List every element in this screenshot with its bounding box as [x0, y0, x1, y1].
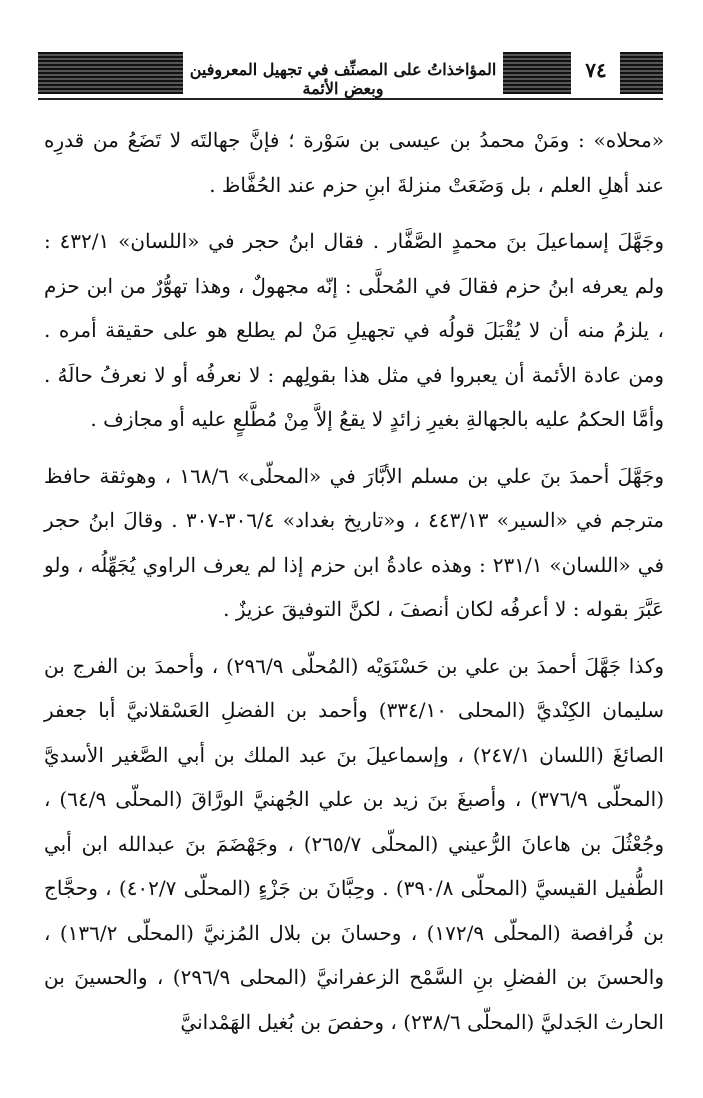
- running-title: المؤاخذاتُ على المصنِّف في تجهيل المعروفين وبعض الأئمة: [189, 60, 497, 98]
- paragraph-2: وجَهَّلَ إسماعيلَ بنَ محمدٍ الصَّفَّار . فقال ابنُ حجر في «اللسان» ٤٣٢/١ : ولم يعرفه ابنُ حزم فقالَ في المُحلَّى : إنّه مجهولٌ ، وهذا تهوُّرٌ من ابن حزم ، يلزمُ منه أن لا يُقْبَلَ قولُه في تجهيلِ مَنْ لم يطلع هو على حقيقة أمره . ومن عادة الأئمة أن يعبروا في مثل هذا بقولِهم : لا نعرفُه أو لا نعرفُ حالَهُ . وأمَّا الحكمُ عليه بالجهالةِ بغيرِ زائدٍ لا يقعُ إلاَّ مِنْ مُطَّلعٍ عليه أو مجازف .: [44, 229, 664, 431]
- paragraph-4: وكذا جَهَّلَ أحمدَ بن علي بن حَسْنَوَيْه (المُحلّى ٢٩٦/٩) ، وأحمدَ بن الفرج بن سليمان الكِنْديَّ (المحلى ٣٣٤/١٠) وأحمد بن الفضلِ العَسْقلانيَّ أبا جعفر الصائغَ (اللسان ٢٤٧/١) ، وإسماعيلَ بنَ عبد الملك بن أبي الصَّغير الأسديَّ (المحلّى ٣٧٦/٩) ، وأصبغَ بنَ زيد بن علي الجُهنيَّ الورَّاقَ (المحلّى ٦٤/٩) ، وجُعْثُلَ بن هاعانَ الرُّعيني (المحلّى ٢٦٥/٧) ، وجَهْضَمَ بنَ عبدالله ابن أبي الطُّفيل القيسيَّ (المحلّى ٣٩٠/٨) . وحِبَّانَ بن جَزْءٍ (المحلّى ٤٠٢/٧) ، وحجَّاج بن فُرافصة (المحلّى ١٧٢/٩) ، وحسانَ بن بلال المُزنيَّ (المحلّى ١٣٦/٢) ، والحسنَ بن الفضلِ بنِ السَّمْح الزعفرانيَّ (المحلى ٢٩٦/٩) ، والحسينَ بن الحارث الجَدليَّ (المحلّى ٢٣٨/٦) ، وحفصَ بن بُغيل الهَمْدانيَّ: [44, 653, 665, 1034]
- paragraph-1: «محلاه» : ومَنْ محمدُ بن عيسى بن سَوْرة ؛ فإنَّ جهالتَه لا تَضَعُ من قدرِه عند أهلِ العلم ، بل وَضَعَتْ منزلةَ ابنِ حزم عند الحُفَّاظ .: [44, 128, 664, 197]
- page-header: [38, 52, 663, 100]
- page-number: ٧٤: [585, 58, 607, 82]
- page-body: [44, 118, 664, 1056]
- header-decorative-bar-right: [620, 52, 663, 94]
- header-decorative-bar-middle: [503, 52, 571, 94]
- paragraph-3: وجَهَّلَ أحمدَ بنَ علي بن مسلم الأبَّارَ في «المحلّى» ١٦٨/٦ ، وهوثقة حافظ مترجم في «السير» ٤٤٣/١٣ ، و«تاريخ بغداد» ٣٠٦/٤-٣٠٧ . وقالَ ابنُ حجر في «اللسان» ٢٣١/١ : وهذه عادةُ ابن حزم إذا لم يعرف الراوي يُجَهِّلُه ، ولو عَبَّرَ بقوله : لا أعرفُه لكان أنصفَ ، لكنَّ التوفيقَ عزيزٌ .: [44, 463, 665, 621]
- header-decorative-bar-left: [38, 52, 183, 94]
